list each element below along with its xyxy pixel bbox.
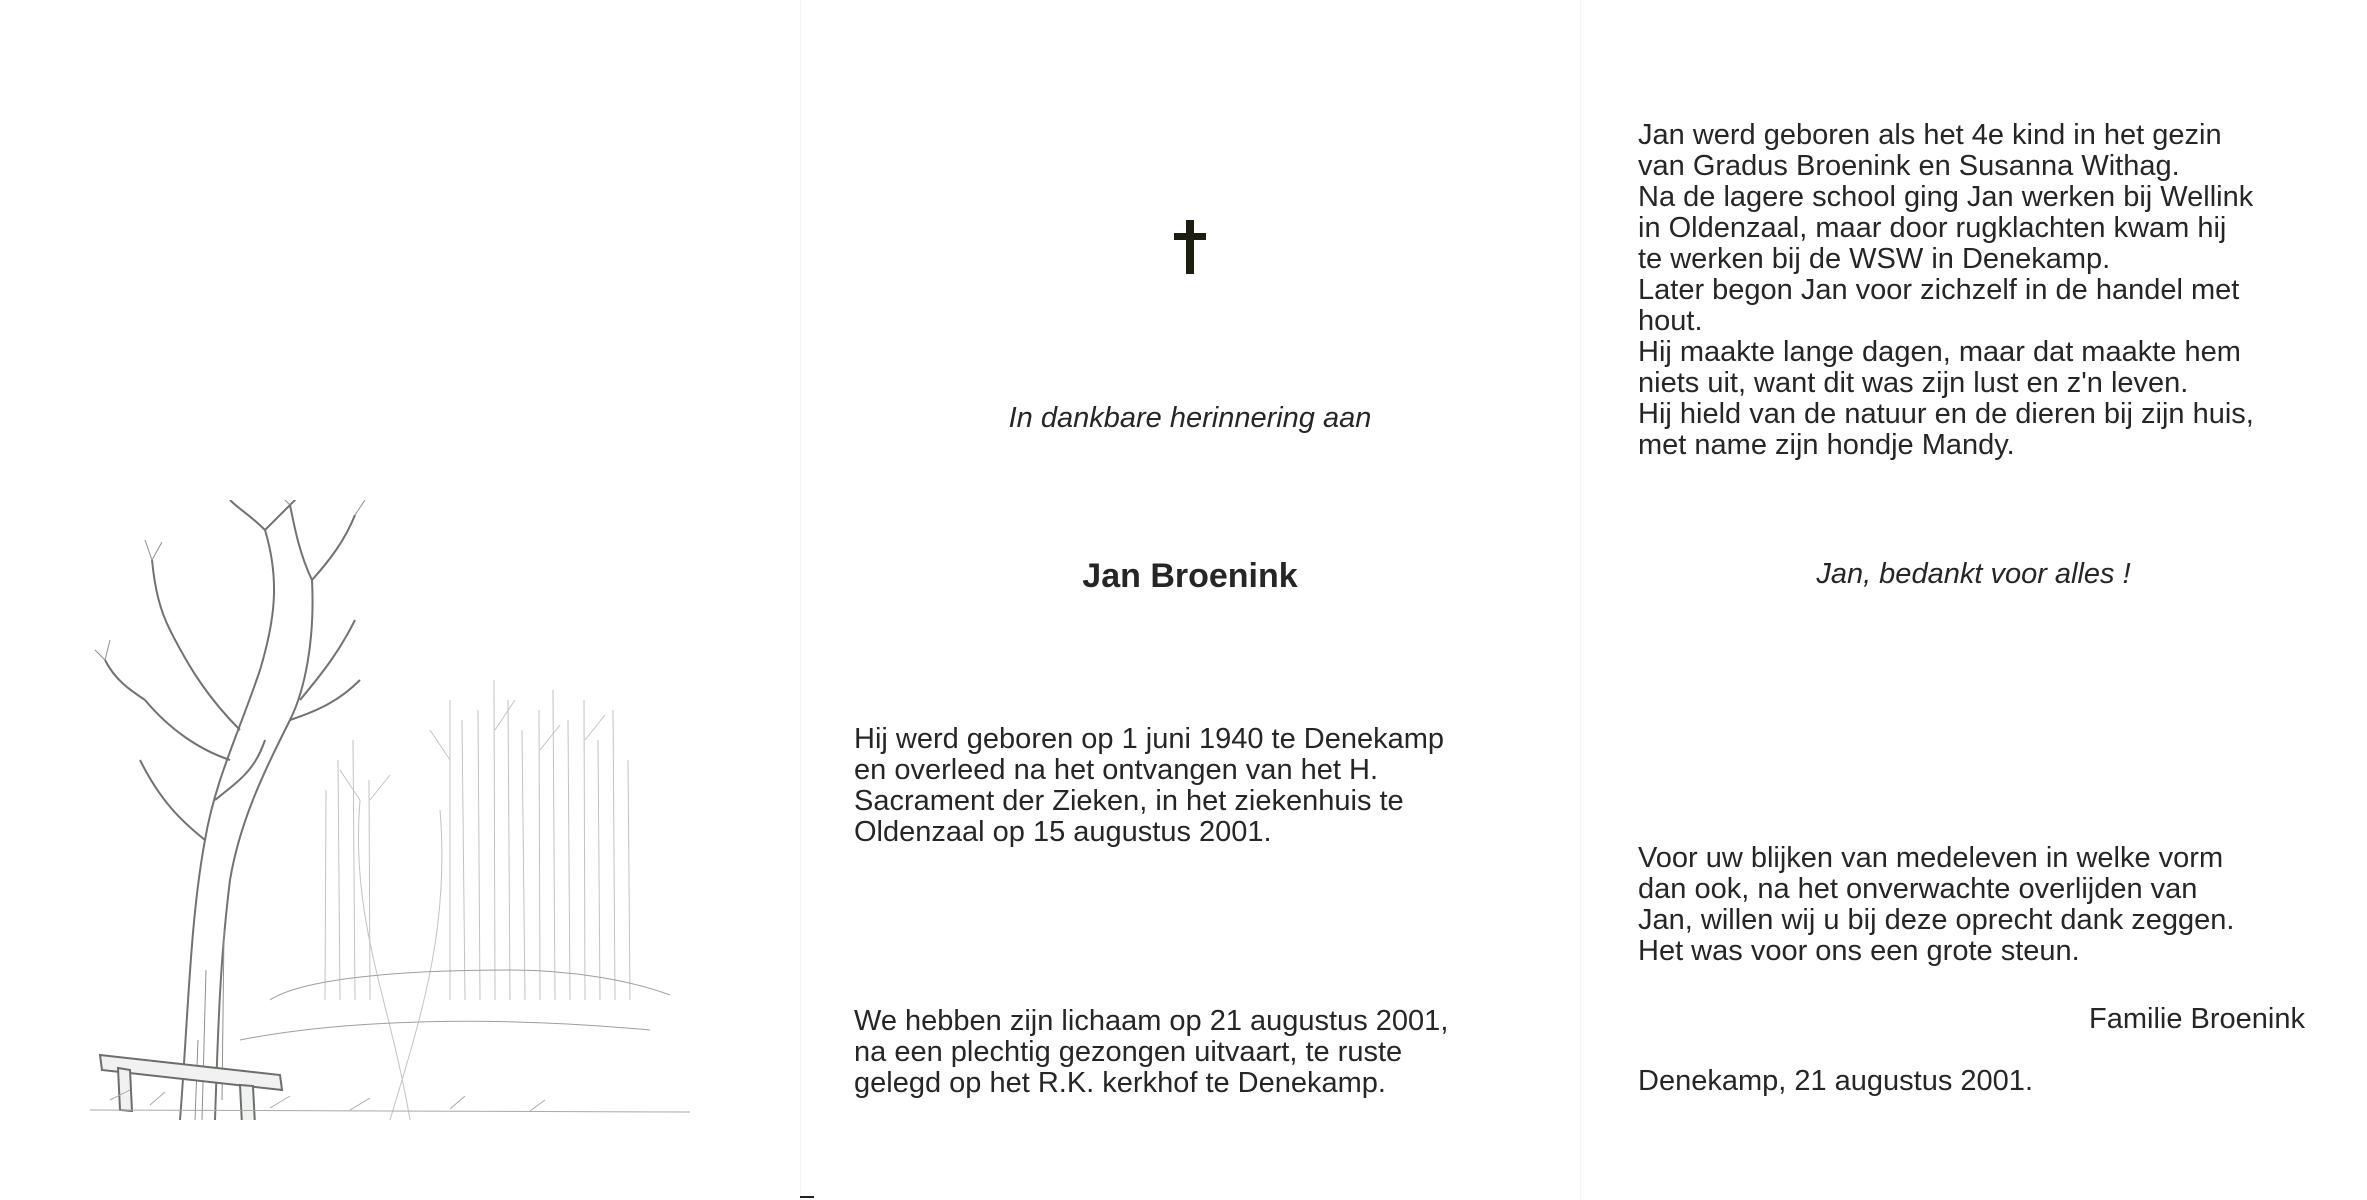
text-line: Jan, willen wij u bij deze oprecht dank zeggen. [1638, 904, 2235, 936]
text-line: We hebben zijn lichaam op 21 augustus 2001, [854, 1005, 1449, 1037]
text-line: Hij werd geboren op 1 juni 1940 te Denekamp [854, 723, 1445, 755]
text-line: Oldenzaal op 15 augustus 2001. [854, 816, 1272, 848]
cross-icon [1186, 220, 1194, 274]
family-signature: Familie Broenink [2089, 1003, 2305, 1035]
text-line: Sacrament der Zieken, in het ziekenhuis te [854, 785, 1404, 817]
biography-paragraph [1638, 120, 2305, 461]
text-line: Hij hield van de natuur en de dieren bij zijn huis, [1638, 398, 2254, 430]
text-line: van Gradus Broenink en Susanna Withag. [1638, 150, 2180, 182]
text-line: Na de lagere school ging Jan werken bij Wellink [1638, 181, 2254, 213]
text-line: na een plechtig gezongen uitvaart, te ruste [854, 1036, 1403, 1068]
thanks-text: Jan, bedankt voor alles ! [1816, 558, 2131, 590]
dedication-text: In dankbare herinnering aan [1008, 402, 1372, 434]
place-date: Denekamp, 21 augustus 2001. [1638, 1065, 2033, 1097]
deceased-name: Jan Broenink [1082, 557, 1298, 595]
burial-paragraph [854, 1006, 1519, 1099]
birth-death-paragraph [854, 724, 1519, 848]
text-line: Voor uw blijken van medeleven in welke vorm [1638, 842, 2224, 874]
text-line: Jan werd geboren als het 4e kind in het gezin [1638, 119, 2222, 151]
text-line: in Oldenzaal, maar door rugklachten kwam hij [1638, 212, 2227, 244]
tree-bench-illustration [90, 500, 690, 1120]
text-line: niets uit, want dit was zijn lust en z'n leven. [1638, 367, 2189, 399]
text-line: hout. [1638, 305, 1703, 337]
text-line: met name zijn hondje Mandy. [1638, 429, 2015, 461]
left-panel [0, 0, 800, 1200]
gratitude-paragraph [1638, 843, 2305, 967]
crop-mark [800, 1196, 814, 1198]
text-line: en overleed na het ontvangen van het H. [854, 754, 1378, 786]
text-line: te werken bij de WSW in Denekamp. [1638, 243, 2111, 275]
text-line: gelegd op het R.K. kerkhof te Denekamp. [854, 1067, 1386, 1099]
text-line: Later begon Jan voor zichzelf in de handel met [1638, 274, 2240, 306]
text-line: dan ook, na het onverwachte overlijden van [1638, 873, 2198, 905]
text-line: Het was voor ons een grote steun. [1638, 935, 2080, 967]
text-line: Hij maakte lange dagen, maar dat maakte hem [1638, 336, 2241, 368]
